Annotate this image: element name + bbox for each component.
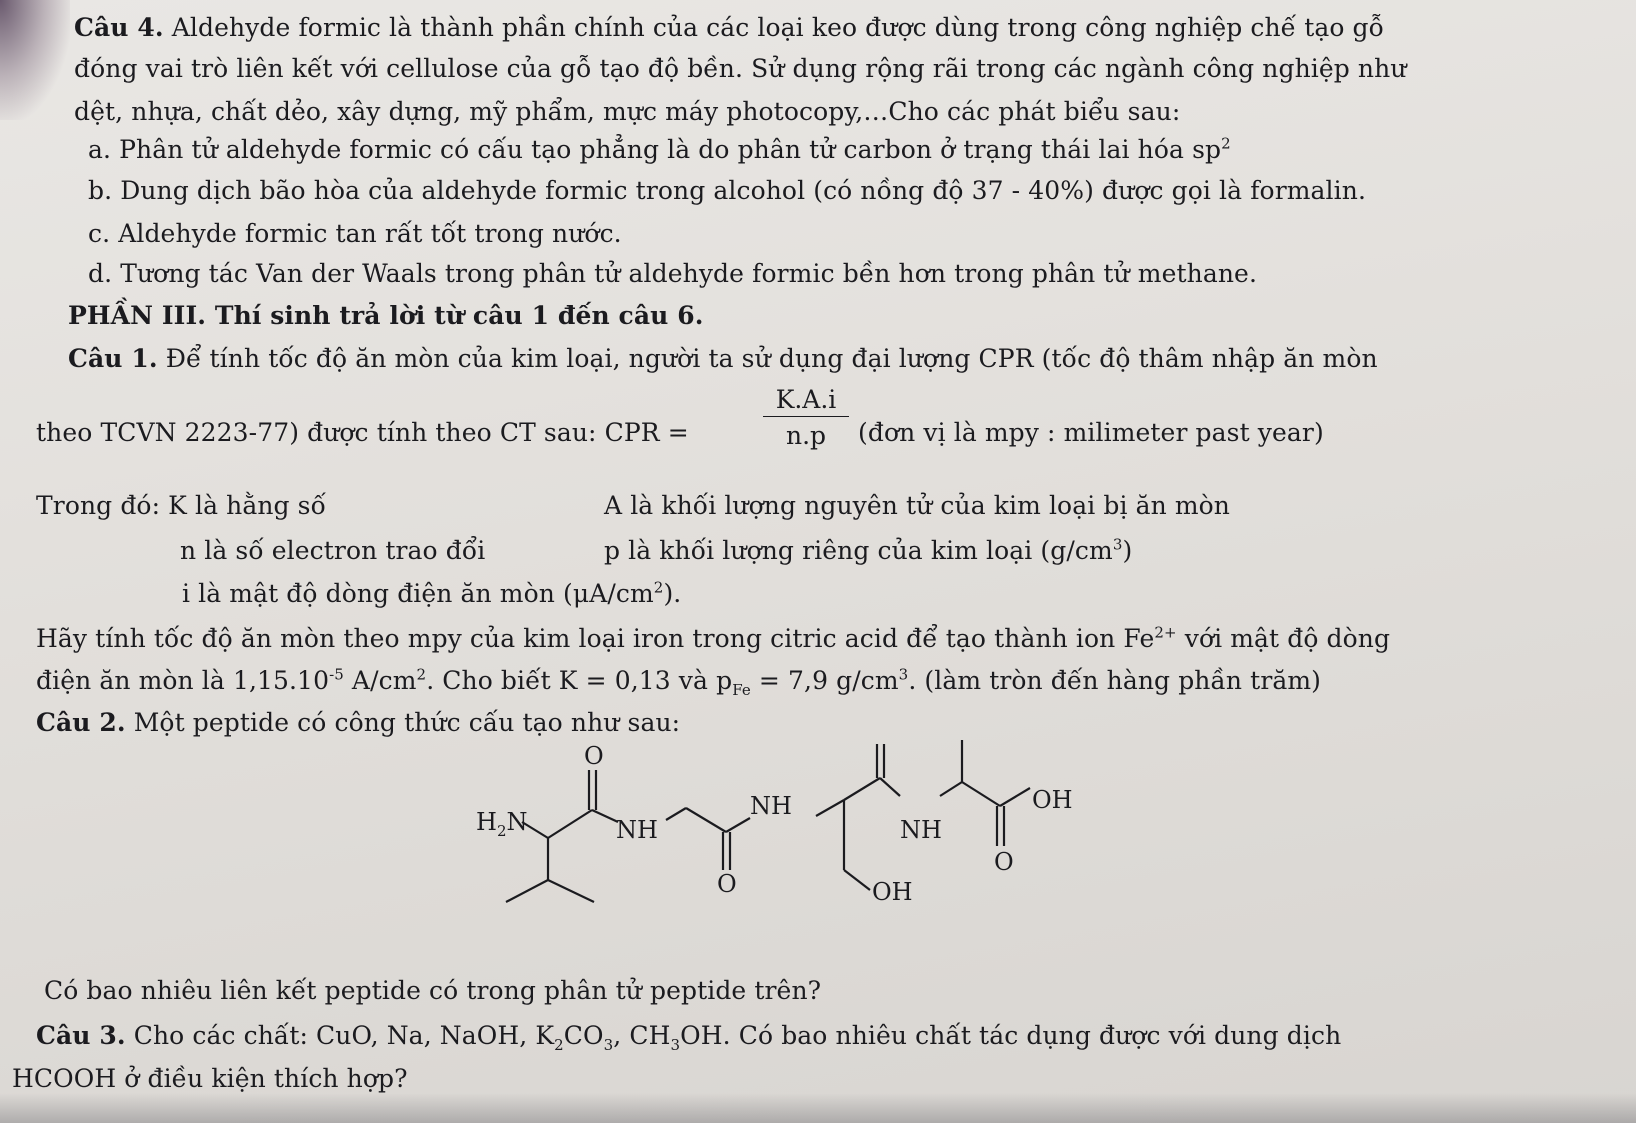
q1-formula-prefix: theo TCVN 2223-77) được tính theo CT sau: CPR =: [36, 418, 689, 447]
q1-label: Câu 1.: [68, 344, 158, 373]
q4-option-a: a. Phân tử aldehyde formic có cấu tạo phẳng là do phân tử carbon ở trạng thái lai hóa $sp^2$: [88, 134, 1231, 164]
q1-line-1: [68, 343, 1378, 375]
fraction-denominator: n.p: [785, 421, 827, 450]
q1-task-line-2: điện ăn mòn là $1,15.10^{-5}$ $A/cm^2$. Cho biết K = 0,13 và $p_{Fe} = 7,9$ $g/cm^3$. (làm tròn đến hàng phần trăm): [36, 665, 1322, 699]
o-label-1: O: [584, 742, 604, 770]
photo-bottom-shadow: [0, 1093, 1636, 1123]
q4-line-3: dệt, nhựa, chất dẻo, xây dựng, mỹ phẩm, mực máy photocopy,…Cho các phát biểu sau:: [74, 97, 1181, 126]
part3-heading: PHẦN III. Thí sinh trả lời từ câu 1 đến câu 6.: [68, 301, 704, 330]
q4-option-c: c. Aldehyde formic tan rất tốt trong nước.: [88, 219, 622, 248]
peptide-structure: [470, 742, 1150, 960]
q4-label: Câu 4.: [74, 13, 164, 42]
def-p: p là khối lượng riêng của kim loại $(g/cm^3)$: [604, 535, 1133, 565]
q3-line-2: HCOOH ở điều kiện thích hợp?: [12, 1064, 408, 1093]
q4-text: Aldehyde formic là thành phần chính của các loại keo được dùng trong công nghiệp chế tạo gỗ: [163, 13, 1385, 42]
nh-label-2: NH: [750, 792, 792, 820]
fraction-numerator: K.A.i: [763, 385, 849, 417]
q1-task-line-1: Hãy tính tốc độ ăn mòn theo mpy của kim loại iron trong citric acid để tạo thành ion $Fe^{2+}$ với mật độ dòng: [36, 623, 1391, 653]
q2-line-1: [36, 707, 680, 739]
q2-label: Câu 2.: [36, 708, 126, 737]
oh-label-2: OH: [1032, 786, 1073, 814]
oh-label-1: OH: [872, 878, 913, 906]
def-a: A là khối lượng nguyên tử của kim loại bị ăn mòn: [604, 491, 1231, 520]
q1-unit-note: (đơn vị là mpy : milimeter past year): [858, 418, 1324, 447]
h2n-label: $H_2N$: [476, 808, 528, 840]
cpr-fraction: [763, 385, 849, 450]
q4-line-2: đóng vai trò liên kết với cellulose của gỗ tạo độ bền. Sử dụng rộng rãi trong các ngành công nghiệp như: [74, 54, 1407, 83]
nh-label-1: NH: [616, 816, 658, 844]
q4-option-d: d. Tương tác Van der Waals trong phân tử aldehyde formic bền hơn trong phân tử methane.: [88, 259, 1257, 288]
o-label-2: O: [717, 870, 737, 898]
q4-line-1: [74, 12, 1384, 44]
o-label-3: O: [994, 848, 1014, 876]
q2-text: Một peptide có công thức cấu tạo như sau:: [125, 708, 681, 737]
q3-line-1: Câu 3. Cho các chất: CuO, Na, NaOH, $K_2CO_3$, $CH_3OH$. Có bao nhiêu chất tác dụng được với dung dịch: [36, 1021, 1342, 1054]
q2-question: Có bao nhiêu liên kết peptide có trong phân tử peptide trên?: [44, 976, 822, 1005]
q3-label: Câu 3.: [36, 1021, 126, 1050]
def-k: Trong đó: K là hằng số: [36, 491, 327, 520]
q1-text: Để tính tốc độ ăn mòn của kim loại, người ta sử dụng đại lượng CPR (tốc độ thâm nhập ăn mòn: [157, 344, 1378, 373]
def-i: i là mật độ dòng điện ăn mòn $(\mu A/cm^2)$.: [182, 578, 682, 608]
nh-label-3: NH: [900, 816, 942, 844]
photo-corner-shadow: [0, 0, 70, 120]
def-n: n là số electron trao đổi: [180, 536, 486, 565]
q4-option-b: b. Dung dịch bão hòa của aldehyde formic trong alcohol (có nồng độ 37 - 40%) được gọi là formalin.: [88, 176, 1366, 205]
